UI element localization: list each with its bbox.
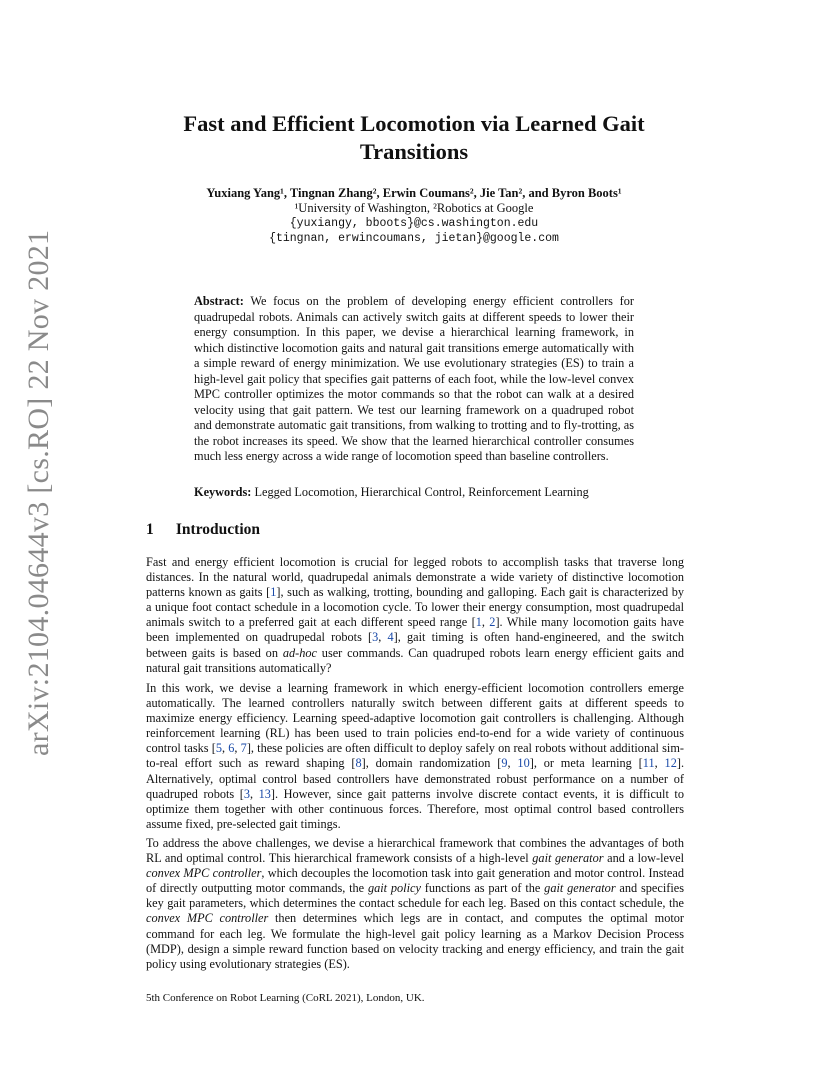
citation-link[interactable]: 3 xyxy=(372,630,379,645)
citation-link[interactable]: 6 xyxy=(228,741,235,756)
affiliations: ¹University of Washington, ²Robotics at Google xyxy=(294,201,534,215)
section-heading xyxy=(146,521,260,539)
intro-paragraph-2: In this work, we devise a learning framework in which energy-efficient locomotion controllers emerge automatically. The learned controllers naturally switch between different gaits at different speeds to maximize energy efficiency. Learning speed-adaptive locomotion gait controllers is challenging. Although reinforcement learning (RL) has been used to train policies end-to-end for a wide variety of continuous control tasks [5, 6, 7], these policies are often difficult to deploy safely on real robots without additional sim-to-real effort such as reward shaping [8], domain randomization [9, 10], or meta learning [11, 12]. Alternatively, optimal control based controllers have demonstrated robust performance on a number of quadruped robots [3, 13]. However, since gait patterns involve discrete contact events, it is difficult to optimize them together with other continuous forces. Therefore, most optimal control based controllers assume fixed, pre-selected gait timings. xyxy=(146,681,685,831)
citation-link[interactable]: 12 xyxy=(664,756,677,771)
citation-link[interactable]: 8 xyxy=(355,756,362,771)
citation-link[interactable]: 10 xyxy=(517,756,530,771)
page-footer: 5th Conference on Robot Learning (CoRL 2021), London, UK. xyxy=(146,992,425,1004)
paper-title: Fast and Efficient Locomotion via Learned Gait Transitions xyxy=(183,111,645,164)
author-names: Yuxiang Yang¹, Tingnan Zhang², Erwin Coumans², Jie Tan², and Byron Boots¹ xyxy=(206,186,622,200)
author-block xyxy=(140,186,688,246)
citation-link[interactable]: 3 xyxy=(243,786,250,801)
citation-link[interactable]: 5 xyxy=(215,741,223,756)
keywords-label: Keywords: xyxy=(194,485,252,499)
keywords-text: Legged Locomotion, Hierarchical Control, Reinforcement Learning xyxy=(254,485,589,499)
arxiv-identifier: arXiv:2104.04644v3 [cs.RO] 22 Nov 2021 xyxy=(22,229,55,756)
email-line-1: {yuxiangy, bboots}@cs.washington.edu xyxy=(289,217,539,230)
citation-link[interactable]: 7 xyxy=(240,741,247,756)
email-line-2: {tingnan, erwincoumans, jietan}@google.com xyxy=(269,232,559,245)
citation-link[interactable]: 2 xyxy=(489,615,496,630)
keywords xyxy=(194,485,634,500)
abstract-text: We focus on the problem of developing energy efficient controllers for quadrupedal robots. Animals can actively switch gaits at different speeds to lower their energy consumption. In this paper, we devise a hierarchical learning framework, in which distinctive locomotion gaits and natural gait transitions emerge automatically with a simple reward of energy minimization. We use evolutionary strategies (ES) to train a high-level gait policy that specifies gait patterns of each foot, while the low-level convex MPC controller optimizes the motor commands so that the robot can walk at a desired velocity using that gait pattern. We test our learning framework on a quadruped robot and demonstrate automatic gait transitions, from walking to trotting and to fly-trotting, as the robot increases its speed. We show that the learned hierarchical controller consumes much less energy across a wide range of locomotion speed than baseline controllers. xyxy=(194,294,634,463)
section-title: Introduction xyxy=(175,521,260,538)
abstract-label: Abstract: xyxy=(194,294,244,308)
citation-link[interactable]: 11 xyxy=(642,756,655,771)
section-number: 1 xyxy=(146,521,154,538)
intro-paragraph-3: To address the above challenges, we devise a hierarchical framework that combines the advantages of both RL and optimal control. This hierarchical framework consists of a high-level gait generator and a low-level convex MPC controller, which decouples the locomotion task into gait generation and motor control. Instead of directly outputting motor commands, the gait policy functions as part of the gait generator and specifies key gait parameters, which determines the contact schedule for each leg. Based on this contact schedule, the convex MPC controller then determines which legs are in contact, and computes the optimal motor command for each leg. We formulate the high-level gait policy learning as a Markov Decision Process (MDP), design a simple reward function based on velocity tracking and energy efficiency, and train the gait policy using evolutionary strategies (ES). xyxy=(146,836,685,971)
citation-link[interactable]: 1 xyxy=(270,585,277,600)
intro-paragraph-1: Fast and energy efficient locomotion is crucial for legged robots to accomplish tasks that traverse long distances. In the natural world, quadrupedal animals demonstrate a wide variety of distinctive locomotion patterns known as gaits [1], such as walking, trotting, bounding and galloping. Each gait is characterized by a unique foot contact schedule in a locomotion cycle. To lower their energy consumption, most quadrupedal animals switch to a preferred gait at each different speed range [1, 2]. While many locomotion gaits have been implemented on quadrupedal robots [3, 4], gait timing is often hand-engineered, and the switch between gaits is based on ad-hoc user commands. Can quadruped robots learn energy efficient gaits and natural gait transitions automatically? xyxy=(146,555,685,675)
citation-link[interactable]: 13 xyxy=(258,786,271,801)
citation-link[interactable]: 4 xyxy=(387,630,394,645)
citation-link[interactable]: 1 xyxy=(475,615,482,630)
citation-link[interactable]: 9 xyxy=(501,756,508,771)
abstract xyxy=(194,294,634,465)
